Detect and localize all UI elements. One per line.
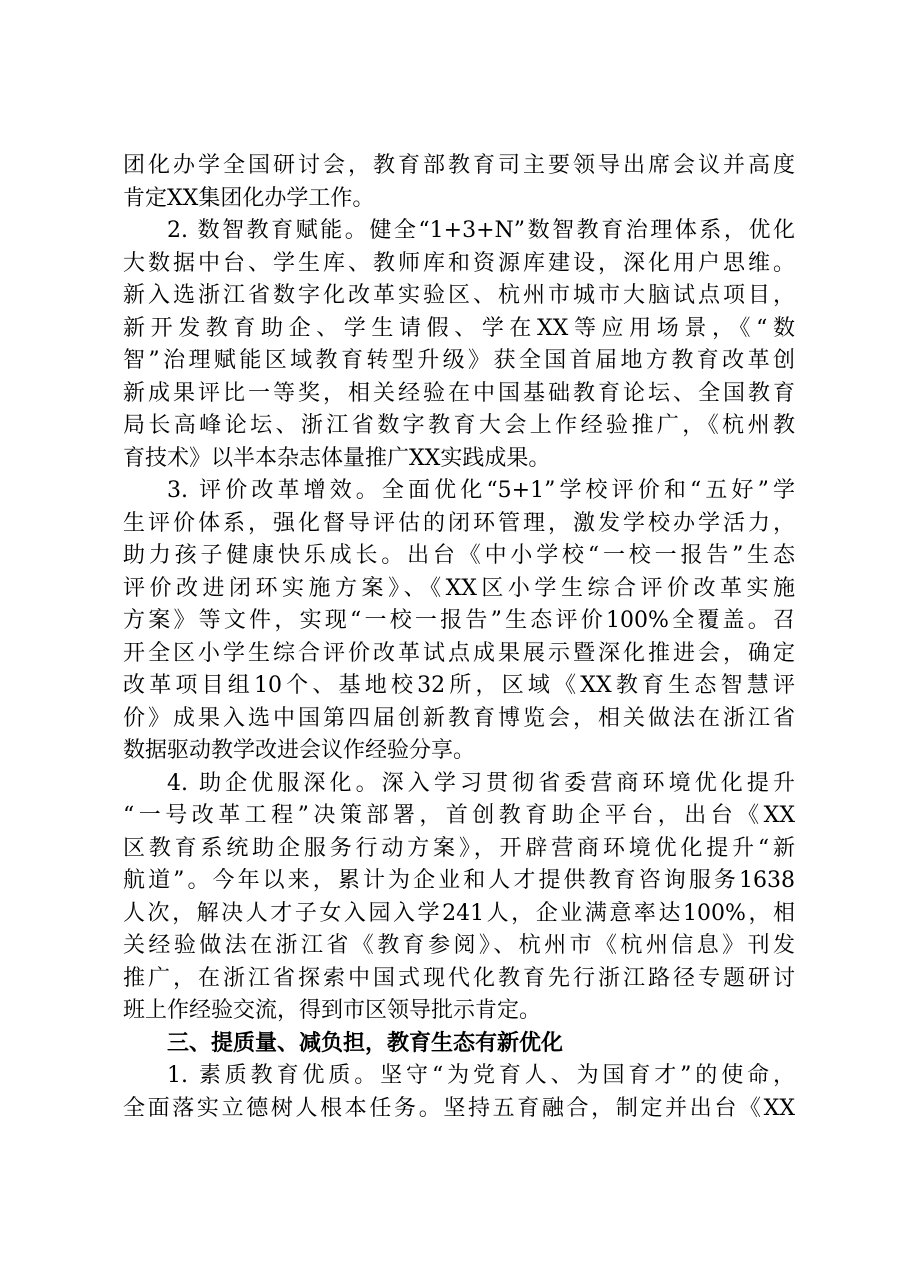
item-2-title-line: 2. 数智教育赋能。健全“1+3+N”数智教育治理体系，优化 [167,218,795,243]
text-line: 评价改进闭环实施方案》、《XX区小学生综合评价改革实施 [123,575,795,601]
text-line: 育技术》以半本杂志体量推广XX实践成果。 [123,445,551,471]
text-line: 价》成果入选中国第四届创新教育博览会，相关做法在浙江省 [123,705,795,731]
text-line: 全面落实立德树人根本任务。坚持五育融合，制定并出台《XX [123,1095,795,1121]
text-line: 航道”。今年以来，累计为企业和人才提供教育咨询服务1638 [123,868,795,893]
text-line: 改革项目组10个、基地校32所，区域《XX教育生态智慧评 [123,673,795,698]
text-line: 新入选浙江省数字化改革实验区、杭州市城市大脑试点项目， [123,283,795,308]
text-line: 方案》等文件，实现“一校一报告”生态评价100%全覆盖。召 [123,608,795,633]
text-line: 开全区小学生综合评价改革试点成果展示暨深化推进会，确定 [123,640,795,666]
text-line: 新成果评比一等奖，相关经验在中国基础教育论坛、全国教育 [123,380,795,406]
text-line: 生评价体系，强化督导评估的闭环管理，激发学校办学活力， [123,510,795,536]
text-line: 助力孩子健康快乐成长。出台《中小学校“一校一报告”生态 [123,543,795,568]
text-line: 区教育系统助企服务行动方案》，开辟营商环境优化提升“新 [123,835,795,861]
document-page [123,150,795,1125]
text-line: 智”治理赋能区域教育转型升级》获全国首届地方教育改革创 [123,348,795,373]
item-3-title-line: 3. 评价改革增效。全面优化“5+1”学校评价和“五好”学 [167,478,795,503]
text-line: 大数据中台、学生库、教师库和资源库建设，深化用户思维。 [123,250,795,276]
text-line: 关经验做法在浙江省《教育参阅》、杭州市《杭州信息》刊发 [123,933,795,958]
text-line: 推广，在浙江省探索中国式现代化教育先行浙江路径专题研讨 [123,965,795,991]
text-line: “一号改革工程”决策部署，首创教育助企平台，出台《XX [123,803,795,828]
section-heading: 三、提质量、减负担，教育生态有新优化 [167,1030,564,1056]
text-line: 局长高峰论坛、浙江省数字教育大会上作经验推广，《杭州教 [123,413,795,438]
text-line: 班上作经验交流，得到市区领导批示肯定。 [123,998,542,1023]
text-line: 新开发教育助企、学生请假、学在XX等应用场景，《“数 [123,315,795,341]
text-line: 肯定XX集团化办学工作。 [123,185,375,211]
text-line: 数据驱动教学改进会议作经验分享。 [123,738,476,763]
text-line: 人次，解决人才子女入园入学241人，企业满意率达100%，相 [123,900,795,926]
text-line: 团化办学全国研讨会，教育部教育司主要领导出席会议并高度 [123,153,795,178]
item-4-title-line: 4. 助企优服深化。深入学习贯彻省委营商环境优化提升 [167,770,795,796]
item-1-title-line: 1. 素质教育优质。坚守“为党育人、为国育才”的使命， [167,1063,795,1088]
